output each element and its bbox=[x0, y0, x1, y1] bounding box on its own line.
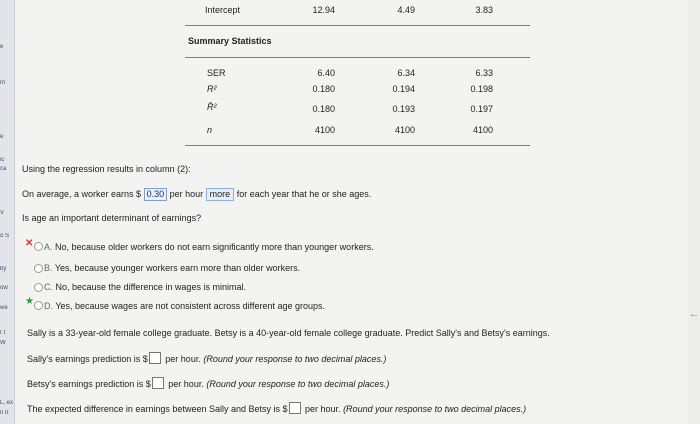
earn-value-input[interactable]: 0.30 bbox=[144, 188, 168, 201]
diff-prefix: The expected difference in earnings between Sally and Betsy is $ bbox=[27, 404, 288, 414]
intercept-label: Intercept bbox=[205, 5, 241, 15]
table-cell: 4100 bbox=[472, 125, 493, 135]
choice-a[interactable] bbox=[44, 242, 374, 252]
age-determinant-question: Is age an important determinant of earnings? bbox=[22, 213, 202, 223]
sally-unit: per hour. bbox=[165, 354, 201, 364]
row-label-adjusted-r-squared: R̄² bbox=[207, 102, 217, 112]
choice-text: No, because older workers do not earn significantly more than younger workers. bbox=[55, 242, 374, 252]
betsy-prefix: Betsy's earnings prediction is $ bbox=[27, 379, 151, 389]
sidebar-fragment: ca bbox=[0, 166, 7, 172]
betsy-unit: per hour. bbox=[168, 379, 204, 389]
table-cell: 4100 bbox=[394, 125, 415, 135]
table-divider bbox=[185, 25, 530, 26]
table-cell: 0.197 bbox=[470, 104, 493, 114]
choice-b[interactable] bbox=[44, 263, 300, 273]
earn-unit: per hour bbox=[169, 189, 204, 199]
sidebar-fragment: V bbox=[0, 210, 5, 216]
table-cell: 4100 bbox=[314, 125, 335, 135]
more-less-dropdown[interactable]: more bbox=[206, 188, 235, 201]
sidebar-fragment: W bbox=[0, 340, 6, 346]
choice-letter: A. bbox=[44, 242, 53, 252]
radio-choice-b[interactable] bbox=[34, 264, 43, 273]
earnings-question bbox=[22, 188, 371, 201]
table-cell: 4.49 bbox=[397, 5, 415, 15]
table-cell: 0.198 bbox=[470, 84, 493, 94]
sidebar-fragment: e bbox=[0, 134, 4, 140]
left-sidebar-strip bbox=[0, 0, 15, 424]
choice-letter: C. bbox=[44, 282, 53, 292]
earn-suffix: for each year that he or she ages. bbox=[236, 189, 372, 199]
sidebar-fragment: rn bbox=[0, 80, 6, 86]
betsy-hint: (Round your response to two decimal places.) bbox=[206, 379, 390, 389]
correct-star-icon: ★ bbox=[25, 296, 34, 307]
table-cell: 0.194 bbox=[392, 84, 415, 94]
right-edge-strip bbox=[688, 0, 700, 424]
table-cell: 6.34 bbox=[397, 68, 415, 78]
betsy-prediction-line bbox=[27, 377, 389, 389]
choice-letter: B. bbox=[44, 263, 53, 273]
incorrect-x-icon: ✕ bbox=[25, 238, 34, 249]
difference-line bbox=[27, 402, 526, 414]
row-label-n: n bbox=[207, 125, 213, 135]
sidebar-fragment: e bbox=[0, 44, 4, 50]
sidebar-fragment: ow bbox=[0, 285, 8, 291]
choice-text: Yes, because wages are not consistent across different age groups. bbox=[55, 301, 326, 311]
sally-prediction-line bbox=[27, 352, 386, 364]
table-cell: 6.40 bbox=[317, 68, 335, 78]
row-label-r-squared: R² bbox=[207, 84, 217, 94]
sidebar-fragment: ic bbox=[0, 157, 5, 163]
choice-d[interactable] bbox=[44, 301, 325, 311]
table-divider bbox=[185, 145, 530, 146]
table-cell: 0.180 bbox=[312, 104, 335, 114]
radio-choice-c[interactable] bbox=[34, 283, 43, 292]
back-arrow-icon[interactable]: ← bbox=[689, 309, 699, 320]
choice-text: No, because the difference in wages is minimal. bbox=[55, 282, 246, 292]
radio-choice-d[interactable] bbox=[34, 301, 43, 310]
row-label-ser: SER bbox=[207, 68, 226, 78]
sidebar-fragment: L, ex bbox=[0, 400, 14, 406]
difference-input[interactable] bbox=[289, 402, 301, 414]
sally-hint: (Round your response to two decimal places.) bbox=[203, 354, 387, 364]
sidebar-fragment: by bbox=[0, 266, 7, 272]
sidebar-fragment: we bbox=[0, 305, 8, 311]
radio-choice-a[interactable] bbox=[34, 242, 43, 251]
table-cell: 0.193 bbox=[392, 104, 415, 114]
table-divider bbox=[185, 57, 530, 58]
sally-prefix: Sally's earnings prediction is $ bbox=[27, 354, 148, 364]
choice-c[interactable] bbox=[44, 282, 246, 292]
sidebar-fragment: o S bbox=[0, 233, 10, 239]
sidebar-fragment: n tr bbox=[0, 410, 9, 416]
earn-prefix: On average, a worker earns $ bbox=[22, 189, 142, 199]
betsy-earnings-input[interactable] bbox=[152, 377, 164, 389]
table-cell: 3.83 bbox=[475, 5, 493, 15]
regression-table bbox=[185, 0, 530, 150]
diff-hint: (Round your response to two decimal places.) bbox=[343, 404, 527, 414]
sally-betsy-prompt: Sally is a 33-year-old female college graduate. Betsy is a 40-year-old female college graduate. Predict Sally's and Betsy's earnings. bbox=[27, 328, 550, 338]
choice-text: Yes, because younger workers earn more than older workers. bbox=[54, 263, 301, 273]
diff-unit: per hour. bbox=[305, 404, 341, 414]
summary-statistics-label: Summary Statistics bbox=[188, 36, 272, 46]
table-cell: 6.33 bbox=[475, 68, 493, 78]
choice-letter: D. bbox=[44, 301, 53, 311]
question-intro: Using the regression results in column (2): bbox=[22, 164, 191, 174]
sidebar-fragment: r t bbox=[0, 330, 6, 336]
table-cell: 0.180 bbox=[312, 84, 335, 94]
table-cell: 12.94 bbox=[312, 5, 335, 15]
sally-earnings-input[interactable] bbox=[149, 352, 161, 364]
